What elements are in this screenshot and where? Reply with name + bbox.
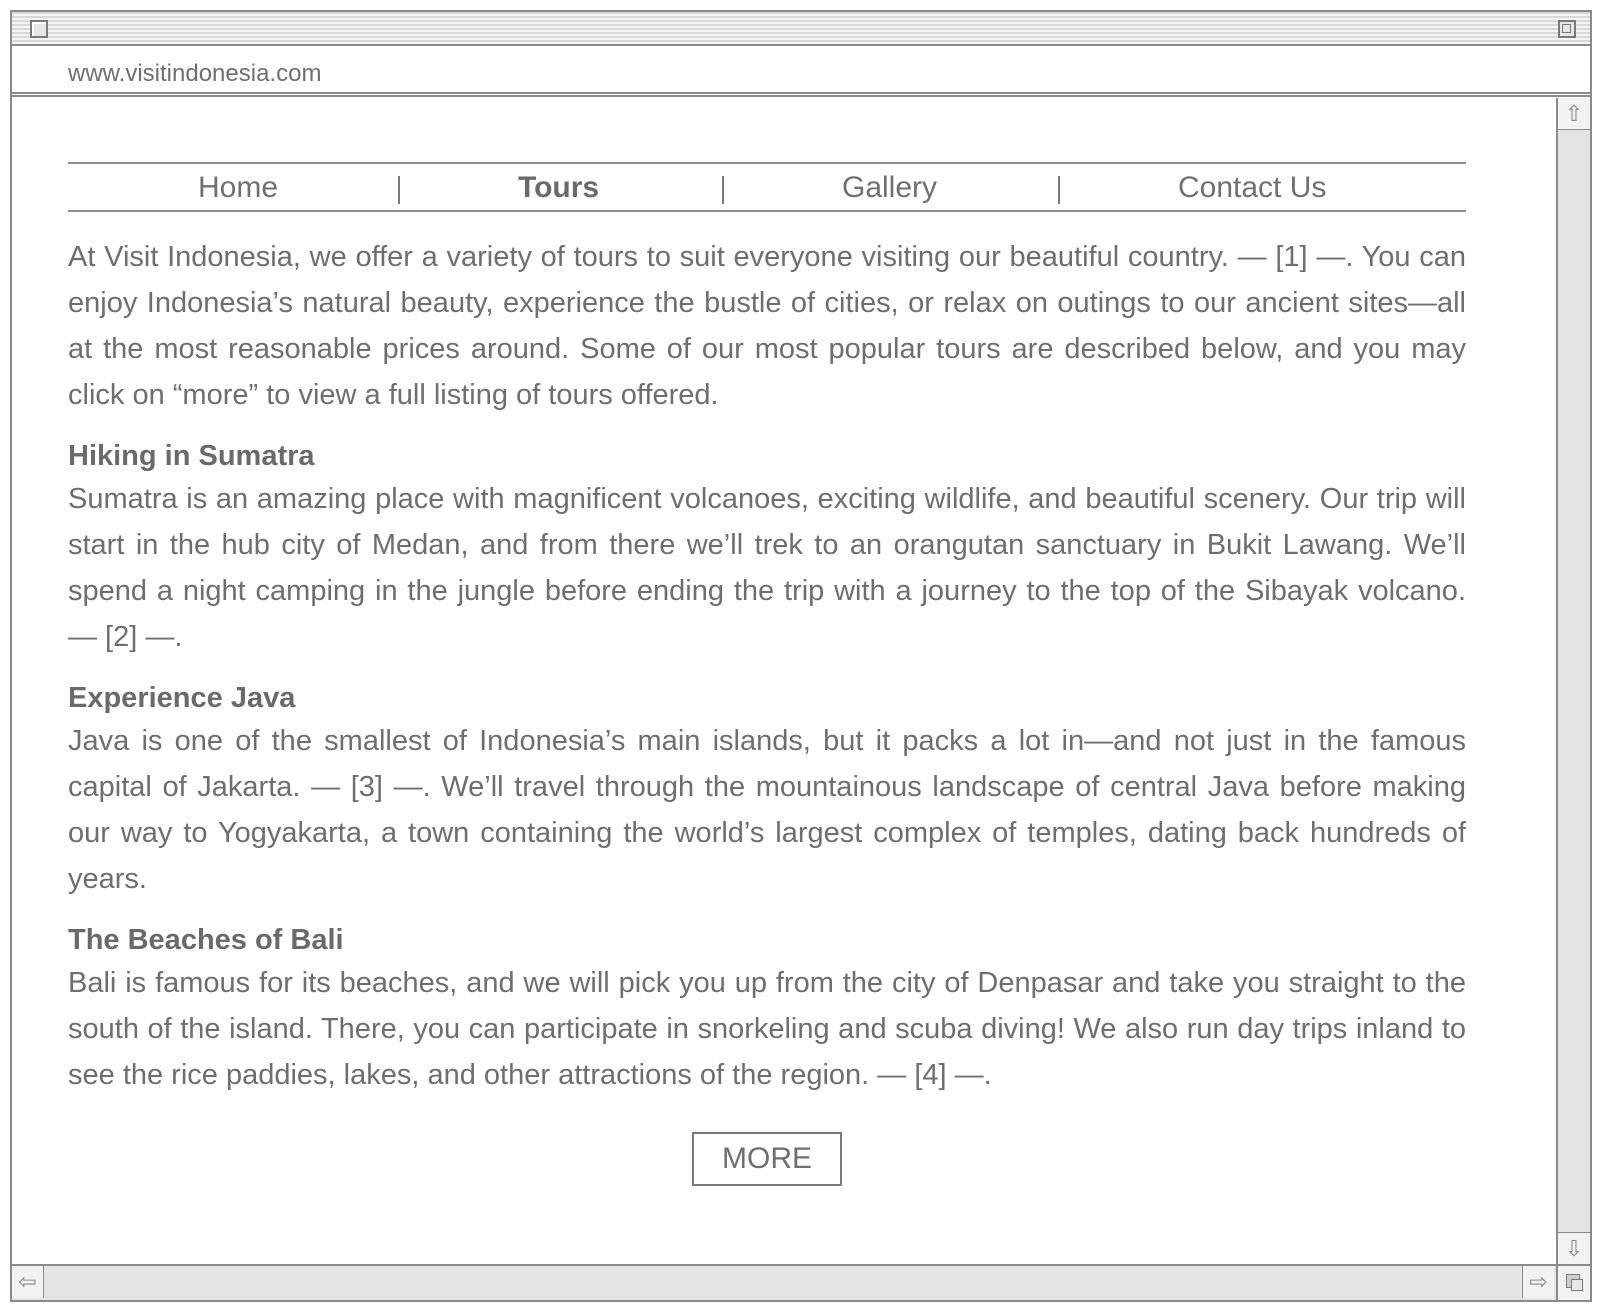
up-arrow-icon[interactable]: ⇧ bbox=[1558, 98, 1590, 130]
more-button[interactable]: MORE bbox=[692, 1132, 842, 1186]
nav-tours-link[interactable]: Tours bbox=[518, 171, 600, 204]
right-arrow-icon[interactable]: ⇨ bbox=[1522, 1266, 1554, 1298]
left-arrow-icon[interactable]: ⇦ bbox=[12, 1266, 44, 1298]
section-body-java: Java is one of the smallest of Indonesia’s main islands, but it packs a lot in—and not just in the famous capital of Jakarta. — [3] —. We’ll travel through the mountainous landscape of central Java before making our way to Yogyakarta, a town containing the world’s largest complex of temples, dating back hundreds of years. bbox=[68, 725, 1466, 895]
section-title-bali: The Beaches of Bali bbox=[68, 924, 344, 956]
close-box-icon[interactable] bbox=[30, 20, 48, 38]
section-title-sumatra: Hiking in Sumatra bbox=[68, 440, 315, 472]
down-arrow-icon[interactable]: ⇩ bbox=[1558, 1232, 1590, 1264]
zoom-box-icon[interactable] bbox=[1558, 20, 1576, 38]
section-body-bali: Bali is famous for its beaches, and we will pick you up from the city of Denpasar and take you straight to the south of the island. There, you can participate in snorkeling and scuba diving! We also run day trips inland to see the rice paddies, lakes, and other attractions of the region. — [4] —. bbox=[68, 967, 1466, 1091]
nav-gallery-link[interactable]: Gallery bbox=[842, 171, 938, 204]
vertical-scrollbar[interactable] bbox=[1556, 98, 1590, 1264]
horizontal-scrollbar[interactable] bbox=[12, 1264, 1590, 1300]
intro-paragraph: At Visit Indonesia, we offer a variety of tours to suit everyone visiting our beautiful country. — [1] —. You can enjoy Indonesia’s natural beauty, experience the bustle of cities, or relax on outings to our ancient sites—all at the most reasonable prices around. Some of our most popular tours are described below, and you may click on “more” to view a full listing of tours offered. bbox=[68, 241, 1466, 411]
nav-separator bbox=[1058, 176, 1060, 204]
tours-article bbox=[68, 234, 1466, 1098]
title-bar[interactable] bbox=[12, 12, 1590, 46]
section-title-java: Experience Java bbox=[68, 682, 296, 714]
nav-home-link[interactable]: Home bbox=[198, 171, 279, 204]
section-body-sumatra: Sumatra is an amazing place with magnificent volcanoes, exciting wildlife, and beautiful scenery. Our trip will start in the hub city of Medan, and from there we’ll trek to an orangutan sanctuary in Bukit Lawang. We’ll spend a night camping in the jungle before ending the trip with a journey to the top of the Sibayak volcano. — [2] —. bbox=[68, 483, 1466, 653]
address-bar[interactable] bbox=[12, 46, 1590, 97]
url-text[interactable]: www.visitindonesia.com bbox=[68, 60, 322, 87]
grow-box-icon[interactable] bbox=[1556, 1266, 1590, 1300]
nav-contact-link[interactable]: Contact Us bbox=[1178, 171, 1327, 204]
site-navigation bbox=[68, 162, 1466, 212]
nav-separator bbox=[722, 176, 724, 204]
page-content bbox=[12, 98, 1554, 1264]
browser-window bbox=[10, 10, 1592, 1302]
nav-separator bbox=[398, 176, 400, 204]
